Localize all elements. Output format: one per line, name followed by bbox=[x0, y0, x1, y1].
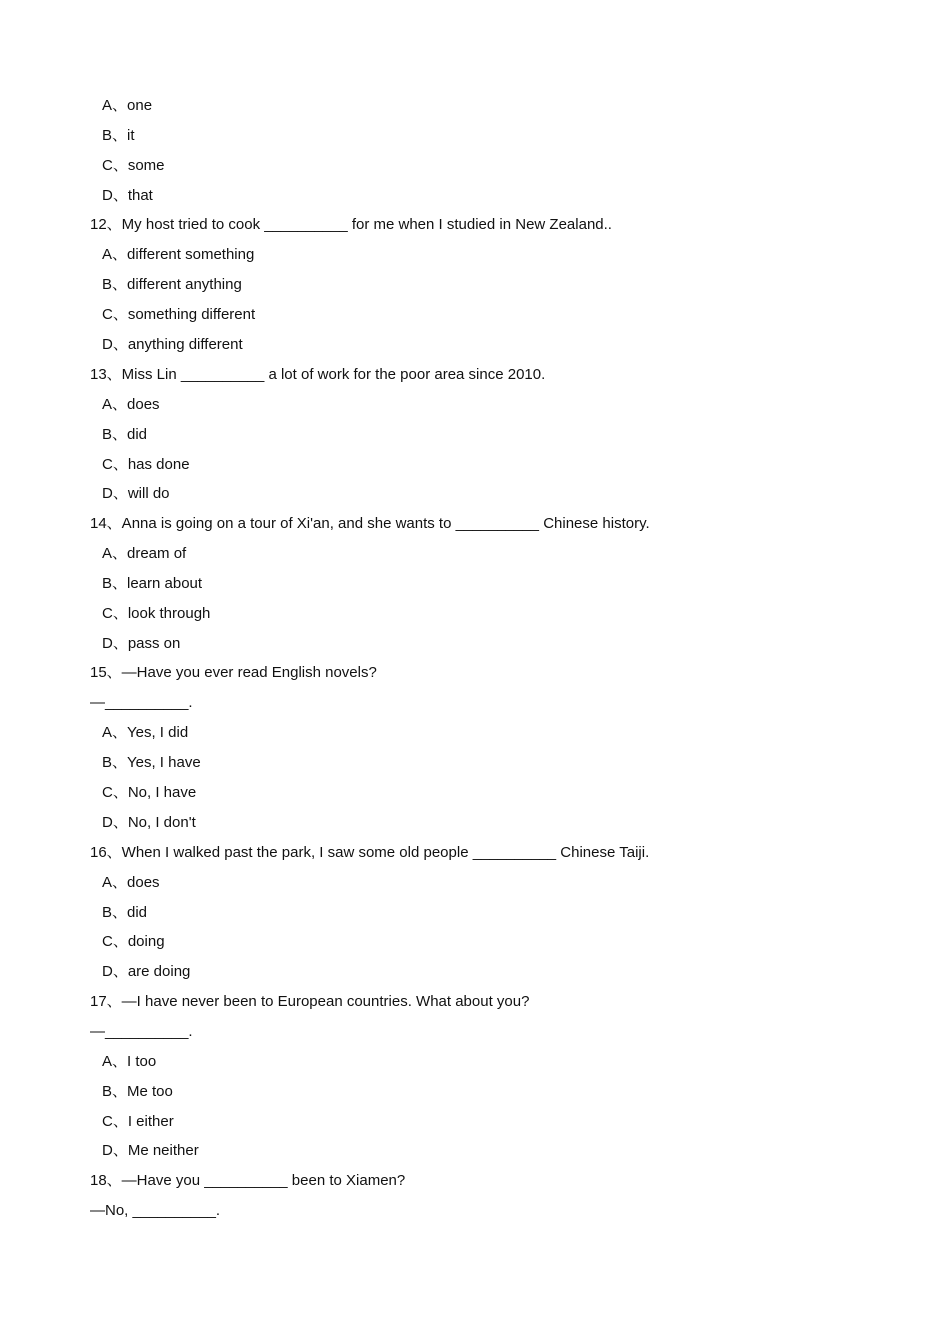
question-17: 17、—I have never been to European countries. What about you? bbox=[90, 993, 530, 1010]
option-11-d: D、that bbox=[102, 187, 153, 204]
answer-line-18: —No, __________. bbox=[90, 1202, 221, 1219]
option-15-b: B、Yes, I have bbox=[102, 754, 201, 771]
option-12-d: D、anything different bbox=[102, 336, 243, 353]
option-15-c: C、No, I have bbox=[102, 784, 197, 801]
question-15: 15、—Have you ever read English novels? bbox=[90, 664, 377, 681]
question-12: 12、My host tried to cook __________ for me when I studied in New Zealand.. bbox=[90, 216, 612, 233]
option-16-b: B、did bbox=[102, 904, 148, 921]
option-14-a: A、dream of bbox=[102, 545, 187, 562]
option-15-a: A、Yes, I did bbox=[102, 724, 189, 741]
option-14-c: C、look through bbox=[102, 605, 211, 622]
question-16: 16、When I walked past the park, I saw some old people __________ Chinese Taiji. bbox=[90, 844, 650, 861]
question-13: 13、Miss Lin __________ a lot of work for the poor area since 2010. bbox=[90, 366, 546, 383]
option-13-b: B、did bbox=[102, 426, 148, 443]
question-14: 14、Anna is going on a tour of Xi'an, and she wants to __________ Chinese history. bbox=[90, 515, 650, 532]
option-12-a: A、different something bbox=[102, 246, 255, 263]
option-12-b: B、different anything bbox=[102, 276, 242, 293]
option-11-b: B、it bbox=[102, 127, 135, 144]
option-17-a: A、I too bbox=[102, 1053, 157, 1070]
option-11-c: C、some bbox=[102, 157, 165, 174]
option-13-a: A、does bbox=[102, 396, 160, 413]
option-16-c: C、doing bbox=[102, 933, 165, 950]
option-13-c: C、has done bbox=[102, 456, 190, 473]
answer-line-17: —__________. bbox=[90, 1023, 193, 1040]
option-16-d: D、are doing bbox=[102, 963, 191, 980]
answer-line-15: —__________. bbox=[90, 694, 193, 711]
option-14-d: D、pass on bbox=[102, 635, 181, 652]
option-11-a: A、one bbox=[102, 97, 153, 114]
question-18: 18、—Have you __________ been to Xiamen? bbox=[90, 1172, 406, 1189]
option-13-d: D、will do bbox=[102, 485, 170, 502]
option-15-d: D、No, I don't bbox=[102, 814, 196, 831]
option-14-b: B、learn about bbox=[102, 575, 203, 592]
option-17-b: B、Me too bbox=[102, 1083, 173, 1100]
option-17-d: D、Me neither bbox=[102, 1142, 199, 1159]
option-17-c: C、I either bbox=[102, 1113, 174, 1130]
option-12-c: C、something different bbox=[102, 306, 256, 323]
option-16-a: A、does bbox=[102, 874, 160, 891]
